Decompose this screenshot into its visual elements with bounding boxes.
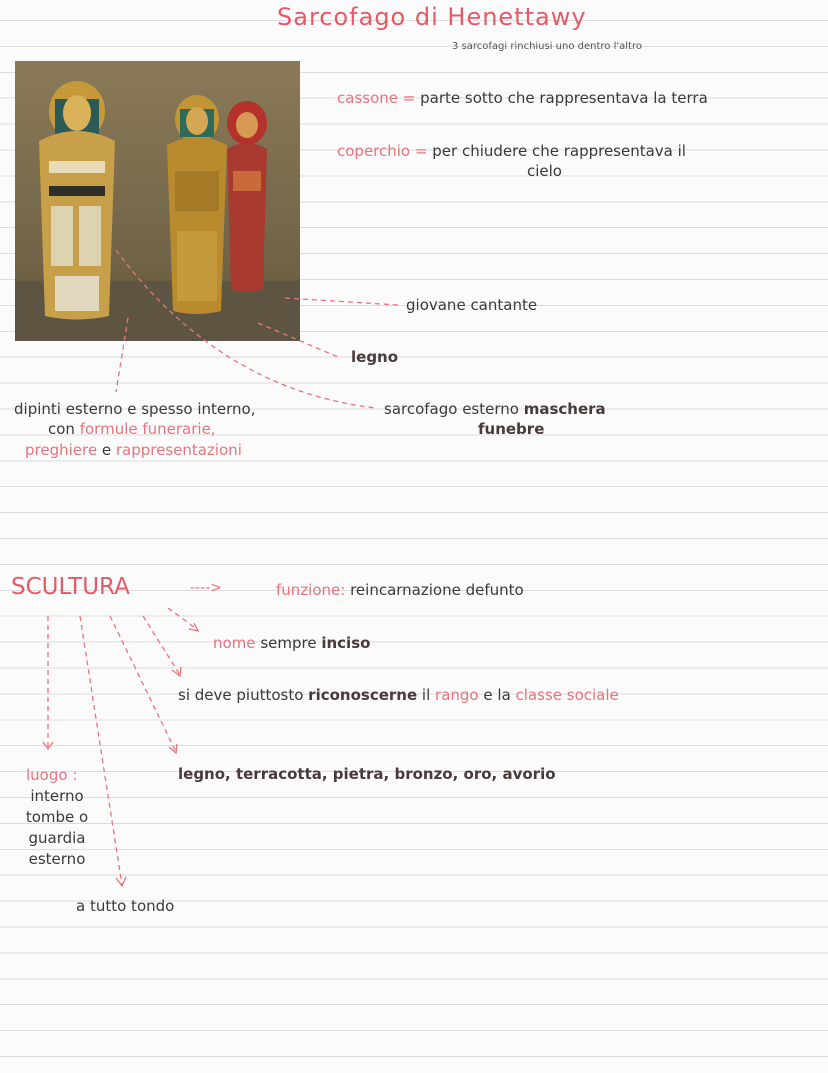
page-title: Sarcofago di Henettawy [277, 3, 587, 31]
cassone-term: cassone [337, 89, 398, 107]
maschera: maschera [523, 400, 606, 418]
preghiere: preghiere [25, 441, 98, 459]
rango-1: si deve piuttosto [178, 686, 304, 704]
funzione-sep: : [340, 581, 346, 599]
connector-line [143, 616, 180, 675]
coperchio-note [337, 142, 686, 160]
scultura-arrow: ----> [190, 580, 222, 596]
dipinti-e: e [101, 441, 112, 459]
materiali: legno, terracotta, pietra, bronzo, oro, avorio [178, 765, 556, 783]
sarcofago-esterno: sarcofago esterno [384, 400, 519, 418]
scultura-heading: SCULTURA [11, 574, 130, 600]
rappresentazioni: rappresentazioni [115, 441, 242, 459]
legno-label: legno [351, 348, 399, 366]
luogo-label: luogo : [26, 766, 78, 784]
dipinti-line-3 [25, 441, 242, 459]
connector-line [110, 616, 176, 752]
rango-4: rango [435, 686, 479, 704]
rango-6: classe sociale [515, 686, 619, 704]
sarcophagi-photo [15, 61, 300, 341]
dipinti-line-2 [48, 420, 216, 438]
cassone-desc: parte sotto che rappresentava la terra [420, 89, 708, 107]
funzione-text: reincarnazione defunto [350, 581, 524, 599]
rango-line [178, 686, 619, 704]
rango-5: e la [483, 686, 511, 704]
tutto-tondo: a tutto tondo [76, 897, 175, 915]
giovane-cantante-label: giovane cantante [406, 296, 538, 314]
formule-funerarie: formule funerarie, [79, 420, 216, 438]
coperchio-term: coperchio [337, 142, 411, 160]
coperchio-desc-1: per chiudere che rappresentava il [432, 142, 686, 160]
funzione-label: funzione [276, 581, 341, 599]
sempre: sempre [260, 634, 317, 652]
page-subtitle: 3 sarcofagi rinchiusi uno dentro l'altro [452, 41, 642, 52]
connector-line [168, 608, 198, 630]
nome: nome [213, 634, 256, 652]
sarcofago-esterno-line [384, 400, 606, 418]
funebre: funebre [478, 420, 545, 438]
cassone-note [337, 89, 708, 107]
coperchio-equals: = [414, 142, 428, 160]
connector-line [285, 298, 398, 305]
cassone-equals: = [402, 89, 416, 107]
rango-2: riconoscerne [308, 686, 418, 704]
inner-sarcophagus [227, 101, 267, 292]
luogo-line: guardia [28, 829, 86, 847]
luogo-line: interno [30, 787, 84, 805]
luogo-lines [18, 786, 96, 870]
nome-line [213, 634, 370, 652]
dipinti-line-1: dipinti esterno e spesso interno, [14, 400, 256, 418]
inciso: inciso [321, 634, 371, 652]
coperchio-desc-2: cielo [527, 162, 562, 180]
outer-sarcophagus [39, 81, 115, 320]
dipinti-con: con [48, 420, 75, 438]
rango-3: il [421, 686, 431, 704]
luogo-line: tombe o [25, 808, 89, 826]
luogo-line: esterno [28, 850, 86, 868]
funzione-line [276, 581, 524, 599]
